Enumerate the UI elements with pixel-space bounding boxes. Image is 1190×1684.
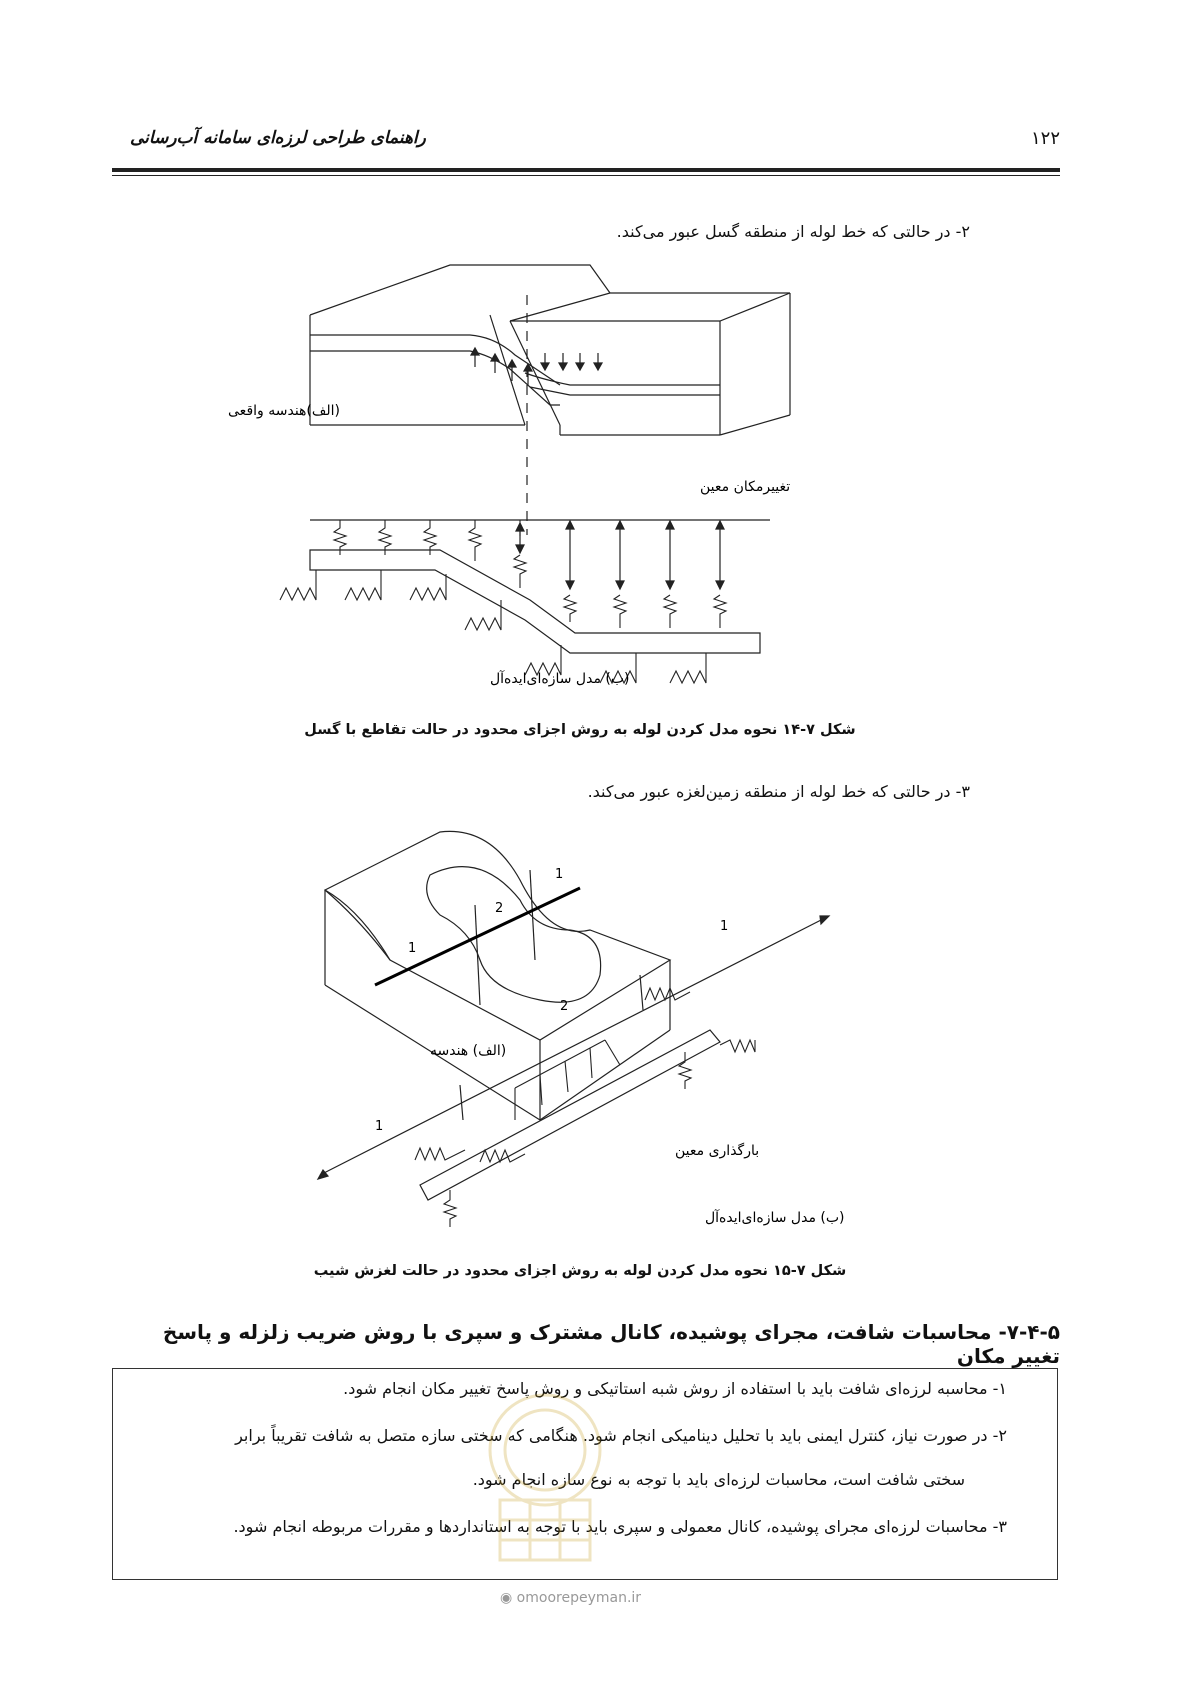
- book-title: راهنمای طراحی لرزه‌ای سامانه آب‌رسانی: [130, 128, 426, 148]
- zone-2-label-a: 2: [495, 901, 504, 916]
- figure-14-caption: شکل ۷-۱۴ نحوه مدل کردن لوله به روش اجزای محدود در حالت تقاطع با گسل: [304, 722, 856, 738]
- globe-icon: ◉: [500, 1590, 513, 1606]
- zone-1-label-b: 1: [408, 941, 417, 956]
- label-given-loading: بارگذاری معین: [675, 1143, 760, 1159]
- label-geometry: (الف) هندسه: [430, 1043, 507, 1059]
- zone-2-label-c: 2: [560, 999, 569, 1014]
- label-actual-geometry: (الف)هندسه واقعی: [228, 403, 340, 419]
- requirement-2-line-1: ۲- در صورت نیاز، کنترل ایمنی باید با تحلیل دینامیکی انجام شود. هنگامی که سختی سازه متصل به شافت تقریباً برابر: [235, 1426, 1007, 1445]
- figure-fault-crossing: [228, 255, 800, 705]
- item-2-text: ۲- در حالتی که خط لوله از منطقه گسل عبور می‌کند.: [616, 222, 970, 241]
- label-ideal-structural-model: (ب) مدل سازه‌ای‌ایده‌آل: [490, 671, 630, 687]
- header-rule-thick: [112, 168, 1060, 172]
- section-heading: ۷-۴-۵- محاسبات شافت، مجرای پوشیده، کانال مشترک و سپری با روش ضریب زلزله و پاسخ تغییر مکان: [162, 1320, 1060, 1368]
- watermark-seal-icon: [470, 1380, 620, 1570]
- requirement-3: ۳- محاسبات لرزه‌ای مجرای پوشیده، کانال معمولی و سپری باید با توجه به استانداردها و مقررات مربوطه انجام شود.: [233, 1517, 1007, 1536]
- zone-1-label-a: 1: [555, 867, 564, 882]
- requirement-2-line-2: سختی شافت است، محاسبات لرزه‌ای باید با توجه به نوع سازه انجام شود.: [472, 1470, 965, 1489]
- site-text: omoorepeyman.ir: [516, 1590, 642, 1606]
- zone-1-label-d: 1: [375, 1119, 384, 1134]
- header-rule-thin: [112, 175, 1060, 176]
- item-3-text: ۳- در حالتی که خط لوله از منطقه زمین‌لغزه عبور می‌کند.: [587, 782, 970, 801]
- label-given-displacement: تغییرمکان معین: [700, 479, 791, 495]
- zone-1-label-c: 1: [720, 919, 729, 934]
- figure-15-caption: شکل ۷-۱۵ نحوه مدل کردن لوله به روش اجزای محدود در حالت لغزش شیب: [313, 1263, 847, 1279]
- footer-site-url: [500, 1590, 700, 1606]
- requirement-1: ۱- محاسبه لرزه‌ای شافت باید با استفاده از روش شبه استاتیکی و روش پاسخ تغییر مکان انجام شود.: [343, 1379, 1007, 1398]
- page-number: ۱۲۲: [1030, 128, 1060, 149]
- label-ideal-structural-model-2: (ب) مدل سازه‌ای‌ایده‌آل: [705, 1210, 845, 1226]
- figure-landslide: [320, 820, 845, 1240]
